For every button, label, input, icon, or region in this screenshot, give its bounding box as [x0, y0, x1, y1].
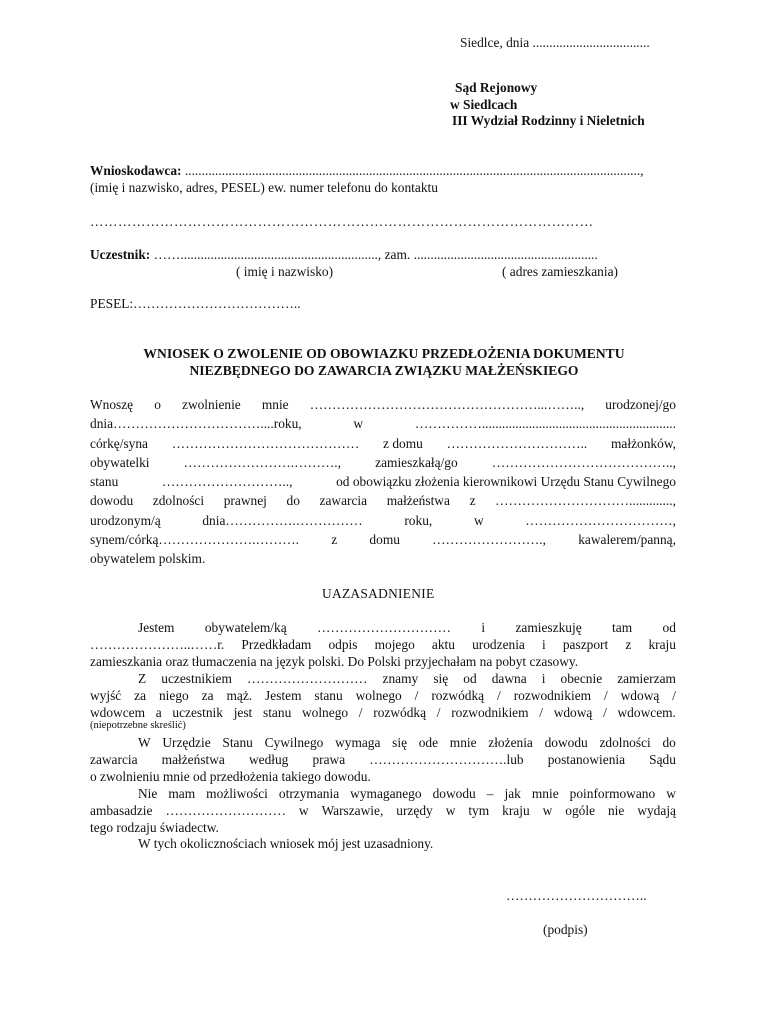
word: – [486, 786, 494, 801]
word: mąż. [226, 688, 253, 703]
word: do [662, 735, 676, 750]
word: nie [607, 803, 625, 818]
word: jak [504, 786, 521, 801]
word: / [358, 705, 363, 720]
word: tam [612, 620, 633, 635]
word: wdową [620, 688, 660, 703]
word: uczestnik [172, 705, 223, 720]
justification-heading: UAZASADNIENIE [322, 586, 435, 601]
justification-p3-line-1 [138, 735, 676, 751]
word: wolnego [355, 688, 402, 703]
word: znamy [382, 671, 419, 686]
court-city: w Siedlcach [450, 97, 518, 112]
request-line-3 [90, 436, 676, 452]
word: wymaganego [350, 786, 422, 801]
participant-line [90, 247, 598, 263]
word: Jestem [265, 688, 302, 703]
word: kraju [648, 637, 676, 652]
word: / [497, 688, 501, 703]
word: / [603, 705, 607, 720]
word: postanowienia [547, 752, 626, 767]
word: a [155, 705, 162, 720]
word: synem/córką………………….………. [90, 532, 300, 547]
word: wydają [637, 803, 676, 818]
word: stanu [90, 474, 119, 489]
word: stanu [314, 688, 343, 703]
word: urodzonym/ą [90, 513, 161, 528]
word: wymaga [335, 735, 381, 750]
request-line-2 [90, 416, 676, 432]
word: urodzenia [472, 637, 525, 652]
word: i [541, 671, 546, 686]
word: zawarcia [319, 493, 368, 508]
word: w [473, 513, 484, 528]
word: odpis [328, 637, 358, 652]
word: rozwódką [431, 688, 485, 703]
word: rozwodnikiem [513, 688, 592, 703]
word: ogóle [565, 803, 596, 818]
word: prawa [312, 752, 346, 767]
word: w [445, 803, 456, 818]
justification-p2-line-2 [90, 688, 676, 704]
word: kraju [502, 803, 530, 818]
justification-p4-line-1 [138, 786, 676, 802]
word: / [436, 705, 441, 720]
request-line-8 [90, 532, 676, 548]
signature-dots: ………………………….. [506, 888, 647, 903]
applicant-line [90, 163, 644, 179]
word: Nie [138, 786, 158, 801]
word: tym [468, 803, 490, 818]
justification-p2-line-3 [90, 705, 676, 721]
participant-pesel: PESEL:……………………………….. [90, 296, 301, 311]
justification-p3-line-3: o zwolnieniu mnie od przedłożenia takiego dowodu. [90, 769, 371, 784]
word: poinformowano [569, 786, 656, 801]
justification-p1-line-2 [90, 637, 676, 653]
word: / [539, 705, 543, 720]
word: córkę/syna [90, 436, 149, 451]
word: ……………………………………………...…….., [309, 397, 585, 412]
word: zwolnienie [182, 397, 241, 412]
word: małżonków, [611, 436, 676, 451]
justification-p1-line-1 [138, 620, 676, 636]
word: rozwodnikiem [451, 705, 529, 720]
word: małżeństwa [161, 752, 225, 767]
word: zdolności [599, 735, 651, 750]
applicant-dots: ........................................................................................................................................, [184, 163, 644, 178]
word: z [331, 532, 338, 547]
word: w [298, 803, 309, 818]
word: domu [369, 532, 400, 547]
word: z [625, 637, 632, 652]
word: ode [418, 735, 439, 750]
word: jest [233, 705, 253, 720]
place-date: Siedlce, dnia ................................... [460, 35, 650, 50]
word: zamieszkałą/go [375, 455, 458, 470]
word: mnie [449, 735, 477, 750]
participant-label: Uczestnik: [90, 247, 151, 262]
word: wdowcem [90, 705, 146, 720]
word: ………………………… [317, 620, 451, 635]
word: mnie [261, 397, 289, 412]
applicant-second-line: ……………………………………………………………………………………………… [90, 214, 594, 229]
word: obecnie [560, 671, 603, 686]
applicant-label: Wnioskodawca: [90, 163, 182, 178]
word: paszport [562, 637, 609, 652]
document-title-line1: WNIOSEK O ZWOLENIE OD OBOWIAZKU PRZEDŁOŻENIA DOKUMENTU [143, 346, 625, 361]
word: ………………………….. [446, 436, 588, 451]
word: ……………………… [165, 803, 286, 818]
request-line-6 [90, 493, 676, 509]
word: mam [168, 786, 196, 801]
word: dowodu [544, 735, 588, 750]
word: i [542, 637, 546, 652]
word: / [414, 688, 419, 703]
word: W [138, 735, 151, 750]
word: dnia…………….…………… [202, 513, 363, 528]
word: niego [158, 688, 189, 703]
word: Stanu [222, 735, 253, 750]
word: zawarcia [90, 752, 138, 767]
word: dnia……………………………....roku, [90, 416, 302, 431]
request-line-4 [90, 455, 676, 471]
request-line-9: obywatelem polskim. [90, 551, 206, 566]
word: ……………………….., [161, 474, 293, 489]
word: złożenia [488, 735, 533, 750]
word: dowodu [90, 493, 134, 508]
justification-p1-line-3: zamieszkania oraz tłumaczenia na język polski. Do Polski przyjechałam na pobyt czasowy. [90, 654, 579, 669]
word: Warszawie, [321, 803, 384, 818]
participant-address-dots: ....................................................... [413, 247, 598, 262]
document-title-line2: NIEZBĘDNEGO DO ZAWARCIA ZWIĄZKU MAŁŻEŃSKIEGO [189, 363, 579, 378]
word: się [392, 735, 408, 750]
word: ……………………… [246, 671, 368, 686]
word: z domu [383, 436, 423, 451]
word: wolnego [301, 705, 349, 720]
participant-address-label: zam. [384, 247, 411, 262]
justification-p5: W tych okolicznościach wniosek mój jest uzasadniony. [138, 836, 434, 851]
word: wdowcem. [617, 705, 676, 720]
word: ambasadzie [90, 803, 153, 818]
participant-name-dots: ……..........................................................., [153, 247, 382, 262]
word: uczestnikiem [161, 671, 232, 686]
word: prawnej [223, 493, 267, 508]
word: wyjść [90, 688, 122, 703]
word: …………………..……r. [90, 637, 225, 652]
word: rozwódką [373, 705, 427, 720]
word: Jestem [138, 620, 175, 635]
word: obywatelki [90, 455, 150, 470]
word: do [286, 493, 300, 508]
word: urzędy [396, 803, 433, 818]
word: …………………………............., [495, 493, 676, 508]
request-line-1 [90, 397, 676, 413]
signature-label: (podpis) [543, 922, 588, 937]
word: Cywilnego [264, 735, 324, 750]
word: z [469, 493, 476, 508]
word: w [666, 786, 676, 801]
applicant-hint: (imię i nazwisko, adres, PESEL) ew. numer telefonu do kontaktu [90, 180, 438, 195]
word: od obowiązku złożenia kierownikowi Urzędu Stanu Cywilnego [336, 474, 676, 489]
word: roku, [404, 513, 433, 528]
word: za [134, 688, 147, 703]
court-name: Sąd Rejonowy [455, 80, 538, 95]
justification-p3-line-2 [90, 752, 676, 768]
word: aktu [431, 637, 455, 652]
court-division: III Wydział Rodzinny i Nieletnich [452, 113, 645, 128]
word: Z [138, 671, 147, 686]
word: małżeństwa [386, 493, 450, 508]
word: ……………………………, [525, 513, 676, 528]
word: …………………………………… [171, 436, 360, 451]
word: …………………….………., [183, 455, 341, 470]
justification-p4-line-3: tego rodzaju świadectw. [90, 820, 219, 835]
word: / [672, 688, 676, 703]
word: za [201, 688, 214, 703]
justification-p4-line-2 [90, 803, 676, 819]
word: mojego [374, 637, 415, 652]
word: …………….......................................................... [414, 416, 676, 431]
word: / [603, 688, 608, 703]
request-line-5 [90, 474, 676, 490]
word: mnie [531, 786, 559, 801]
word: otrzymania [278, 786, 340, 801]
word: Wnoszę [90, 397, 134, 412]
word: w [542, 803, 553, 818]
word: ……………………., [432, 532, 546, 547]
word: urodzonej/go [605, 397, 676, 412]
word: ………………………….lub [369, 752, 524, 767]
word: obywatelem/ką [204, 620, 287, 635]
word: ………………………………….., [491, 455, 676, 470]
participant-address-hint: ( adres zamieszkania) [502, 264, 618, 279]
word: dowodu [432, 786, 476, 801]
justification-p2-note: (niepotrzebne skreślić) [90, 720, 186, 731]
word: od [463, 671, 477, 686]
word: możliwości [206, 786, 268, 801]
justification-p2-line-1 [138, 671, 676, 687]
word: dawna [491, 671, 527, 686]
word: się [433, 671, 449, 686]
word: według [248, 752, 289, 767]
word: kawalerem/panną, [578, 532, 676, 547]
word: zdolności [152, 493, 205, 508]
request-line-7 [90, 513, 676, 529]
word: Przedkładam [241, 637, 312, 652]
word: zamierzam [617, 671, 676, 686]
word: w [353, 416, 364, 431]
word: stanu [263, 705, 292, 720]
word: zamieszkuję [515, 620, 582, 635]
word: Urzędzie [162, 735, 211, 750]
participant-name-hint: ( imię i nazwisko) [236, 264, 334, 279]
word: i [481, 620, 486, 635]
word: Sądu [649, 752, 676, 767]
word: wdową [553, 705, 593, 720]
word: o [154, 397, 161, 412]
word: od [662, 620, 676, 635]
